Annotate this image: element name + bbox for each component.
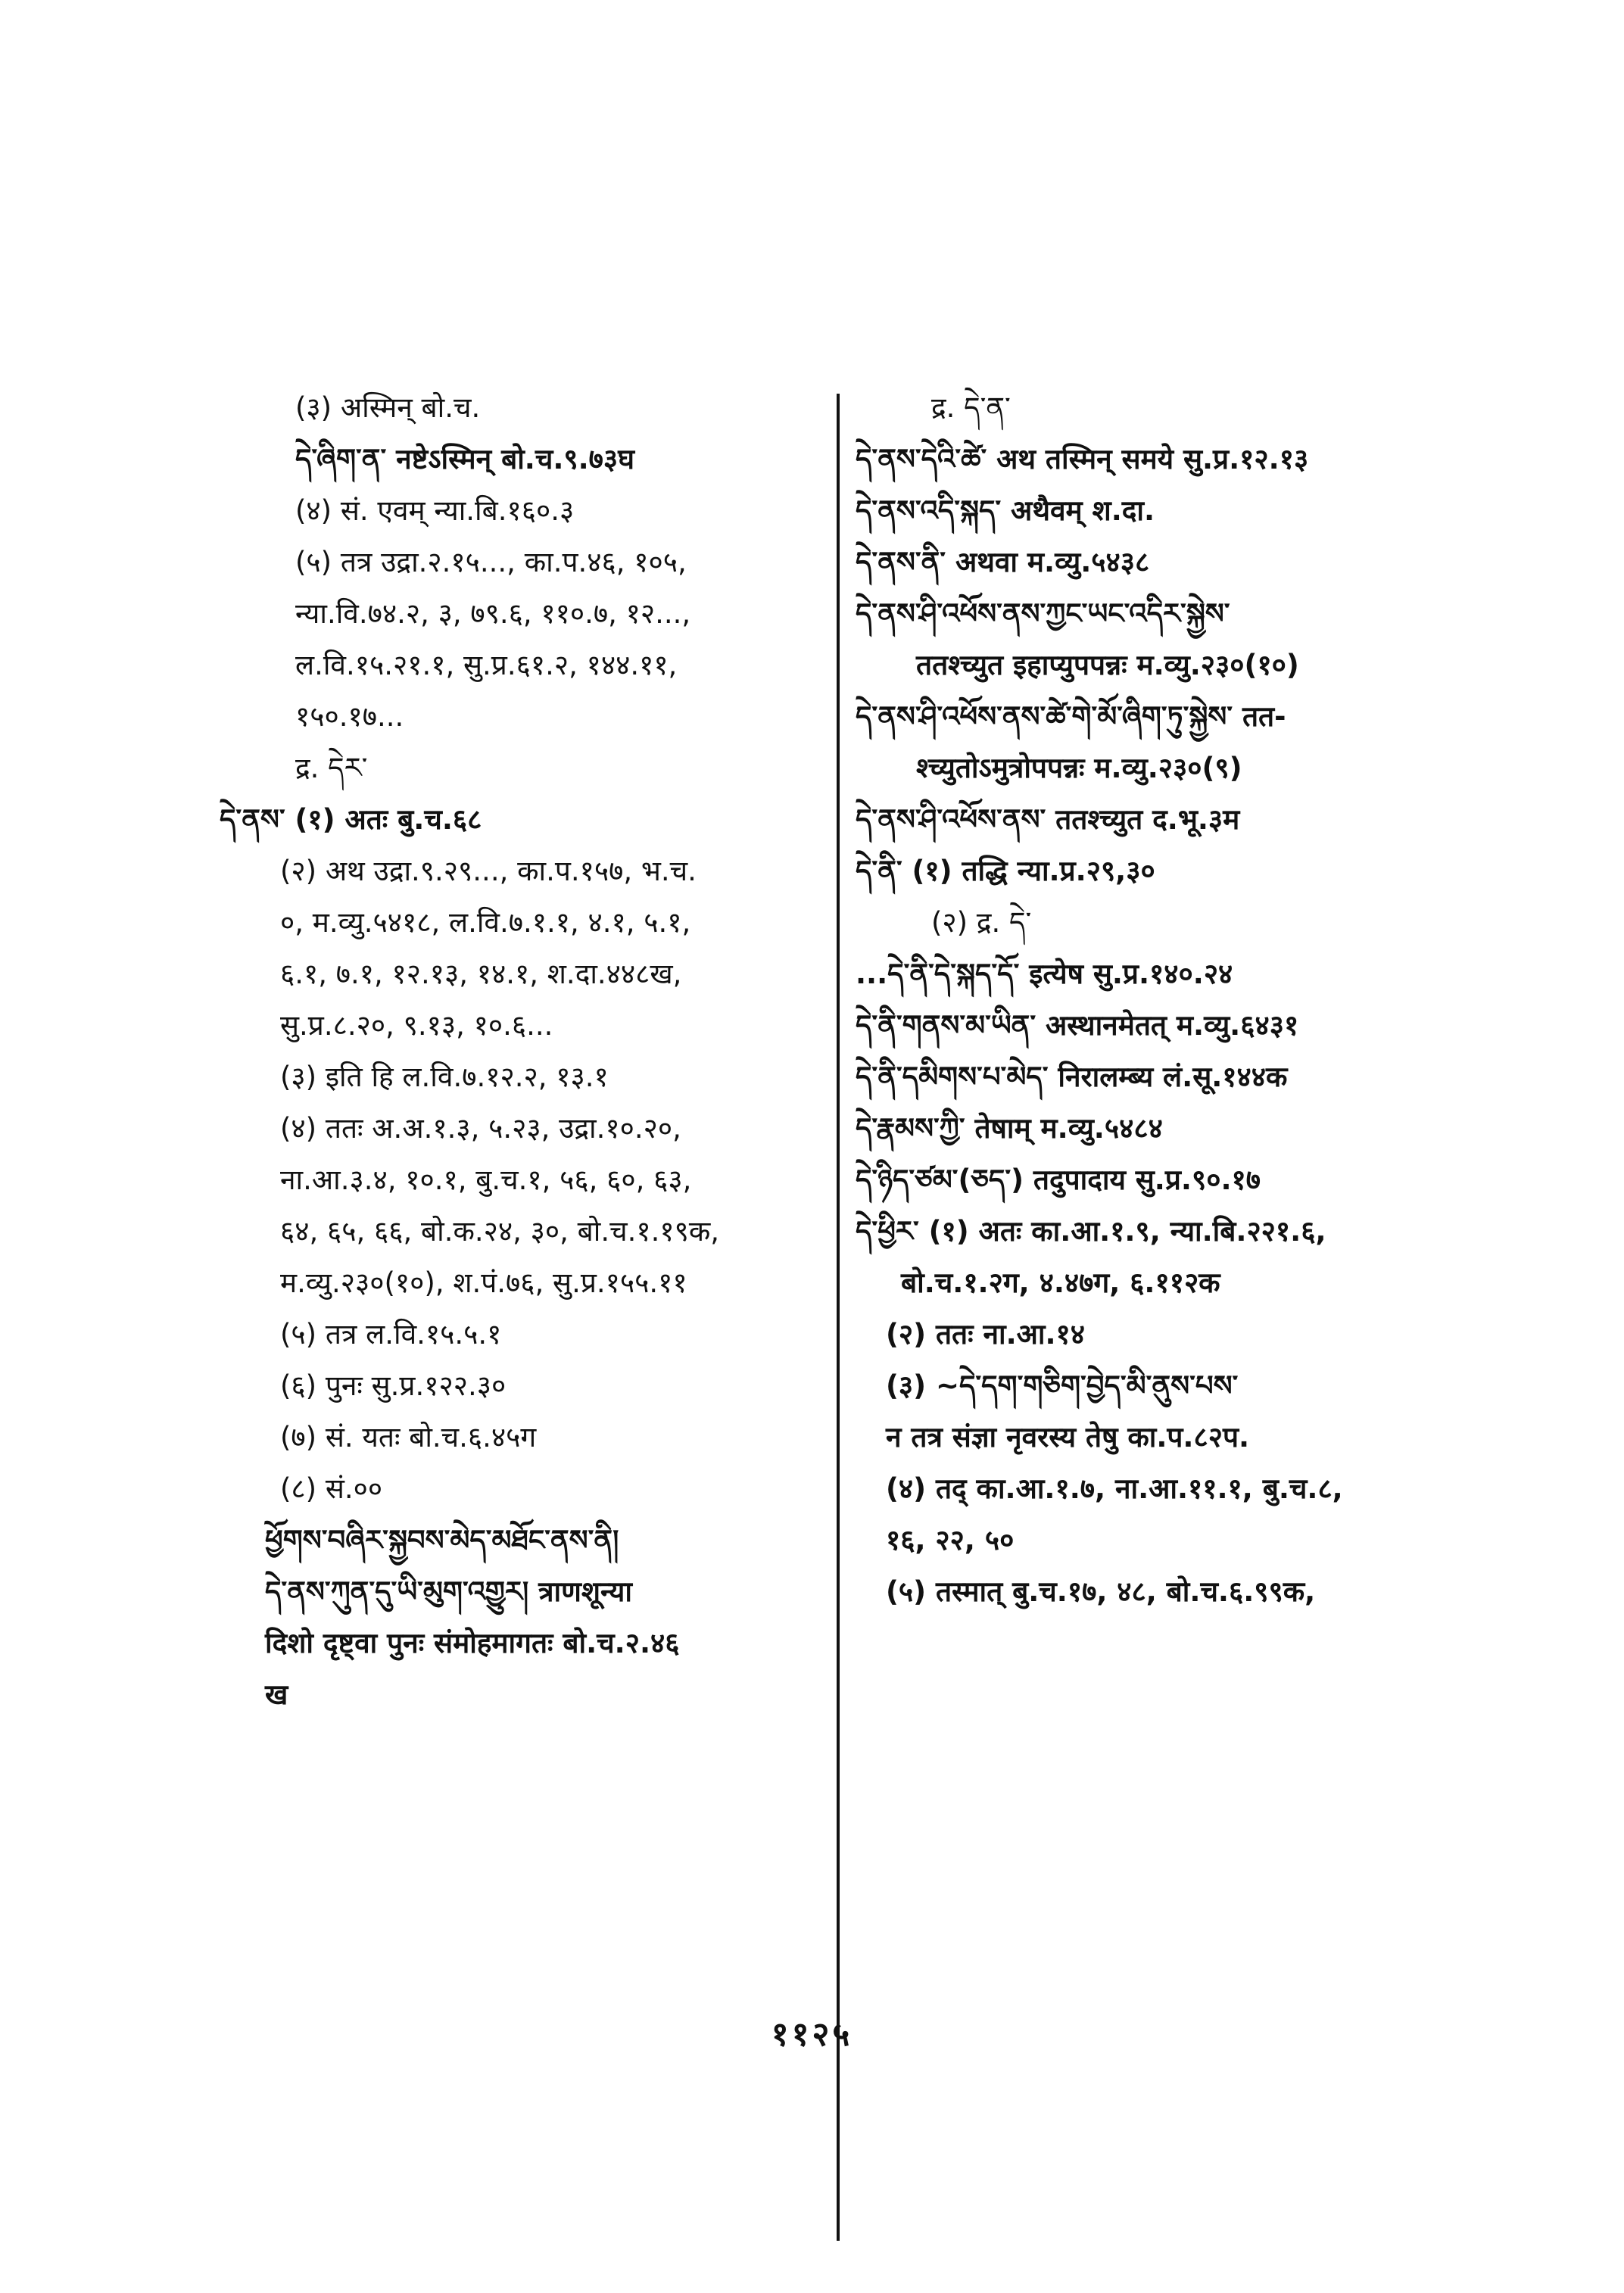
text-line: (३) इति हि ल.वि.७.१२.२, १३.१ — [280, 1061, 609, 1093]
text-line: द्र. དེར་ — [295, 752, 368, 784]
text-line: (८) सं.०० — [280, 1472, 383, 1505]
text-line: (३) अस्मिन् बो.च. — [295, 391, 481, 424]
text-line: (५) तस्मात् बु.च.१७, ४८, बो.च.६.९९क, — [886, 1575, 1316, 1608]
text-line: (६) पुनः सु.प्र.१२२.३० — [280, 1369, 507, 1402]
headword-line: དེ་ནི་དམིགས་པ་མེད་ निरालम्ब्य लं.सू.१४४क — [856, 1061, 1288, 1093]
text-line: (४) तद् का.आ.१.७, ना.आ.११.१, बु.च.८, — [886, 1472, 1343, 1505]
headword-line: དེ་ནས་ཤི་འཕོས་ནས་ ततश्च्युत द.भू.३म — [856, 803, 1240, 836]
text-line: (३) ~དེ་དག་གཅིག་བྱེད་མི་ནུས་པས་ — [886, 1369, 1239, 1402]
text-line: द्र. དེ་ན་ — [931, 391, 1011, 424]
quotation-line: ཕྱོགས་བཞིར་སྐྱབས་མེད་མཐོང་ནས་ནི། — [265, 1524, 619, 1556]
quotation-line: दिशो दृष्ट्वा पुनः संमोहमागतः बो.च.२.४६ — [265, 1627, 680, 1659]
headword-line: ...དེ་ནི་དེ་སྐད་དོ་ इत्येष सु.प्र.१४०.२४ — [856, 958, 1233, 990]
text-line: (२) अथ उद्रा.९.२९..., का.प.१५७, भ.च. — [280, 855, 697, 887]
text-line: དེ་ཞིག་ན་ नष्टेऽस्मिन् बो.च.९.७३घ — [295, 443, 635, 475]
text-line: न तत्र संज्ञा नृवरस्य तेषु का.प.८२प. — [886, 1421, 1250, 1453]
text-line: ६.१, ७.१, १२.१३, १४.१, श.दा.४४८ख, — [280, 958, 682, 990]
left-column — [220, 382, 818, 1721]
headword-line: དེ་ནས་ཤི་འཕོས་ནས་ཚེ་གེ་མོ་ཞིག་ཏུ་སྐྱེས་ तत- — [856, 700, 1286, 733]
text-line: म.व्यु.२३०(१०), श.पं.७६, सु.प्र.१५५.११ — [280, 1266, 687, 1299]
headword-line: དེ་ནི་ (१) तद्धि न्या.प्र.२९,३० — [856, 855, 1155, 887]
text-line: ना.आ.३.४, १०.१, बु.च.१, ५६, ६०, ६३, — [280, 1164, 692, 1196]
quotation-line: དེ་ནས་ཀུན་དུ་ཡི་མུག་འགྱུར། त्राणशून्या — [265, 1575, 632, 1608]
headword-line: དེ་ནས་དེའི་ཚེ་ अथ तस्मिन् समये सु.प्र.१२.१३ — [856, 443, 1309, 475]
text-line: (५) तत्र उद्रा.२.१५..., का.प.४६, १०५, — [295, 546, 687, 578]
text-line: श्च्युतोऽमुत्रोपपन्नः म.व्यु.२३०(९) — [916, 752, 1242, 784]
text-line: बो.च.१.२ग, ४.४७ग, ६.११२क — [901, 1266, 1220, 1299]
text-line: ल.वि.१५.२१.१, सु.प्र.६१.२, १४४.११, — [295, 649, 678, 681]
text-line: १६, २२, ५० — [886, 1524, 1015, 1556]
text-line: ०, म.व्यु.५४१८, ल.वि.७.१.१, ४.१, ५.१, — [280, 906, 691, 939]
column-divider — [837, 394, 840, 2241]
text-line: (५) तत्र ल.वि.१५.५.१ — [280, 1318, 502, 1351]
headword-line: དེ་ཉིད་ཙམ་(ཅད་) तदुपादाय सु.प्र.९०.१७ — [856, 1164, 1261, 1196]
text-line: ६४, ६५, ६६, बो.क.२४, ३०, बो.च.१.१९क, — [280, 1215, 720, 1248]
headword-line: དེ་ནས་ནི་ अथवा म.व्यु.५४३८ — [856, 546, 1150, 578]
text-line: (४) ततः अ.अ.१.३, ५.२३, उद्रा.१०.२०, — [280, 1112, 681, 1145]
headword-line: དེ་རྣམས་ཀྱི་ तेषाम् म.व्यु.५४८४ — [856, 1112, 1163, 1145]
text-line: (४) सं. एवम् न्या.बि.१६०.३ — [295, 494, 575, 527]
headword-line: དེ་ནི་གནས་མ་ཡིན་ अस्थानमेतत् म.व्यु.६४३१ — [856, 1009, 1299, 1042]
right-column — [856, 382, 1484, 1618]
text-line: (२) द्र. དེ་ — [931, 906, 1032, 939]
headword-line: དེ་ནས་ཤི་འཕོས་ནས་ཀྱང་ཡང་འདིར་སྐྱེས་ — [856, 597, 1230, 630]
headword-line: དེ་ཕྱིར་ (१) अतः का.आ.१.९, न्या.बि.२२१.६, — [856, 1215, 1326, 1248]
headword-line: དེ་ནས་འདི་སྐད་ अथैवम् श.दा. — [856, 494, 1155, 527]
headword-line: དེ་ནས་ (१) अतः बु.च.६८ — [220, 803, 482, 836]
text-line: १५०.१७... — [295, 700, 404, 733]
text-line: (७) सं. यतः बो.च.६.४५ग — [280, 1421, 537, 1453]
text-line: (२) ततः ना.आ.१४ — [886, 1318, 1086, 1351]
text-line: सु.प्र.८.२०, ९.१३, १०.६... — [280, 1009, 553, 1042]
page-number: ११२५ — [771, 2015, 853, 2054]
quotation-line: ख — [265, 1678, 288, 1711]
text-line: न्या.वि.७४.२, ३, ७९.६, ११०.७, १२..., — [295, 597, 691, 630]
text-line: ततश्च्युत इहाप्युपपन्नः म.व्यु.२३०(१०) — [916, 649, 1299, 681]
